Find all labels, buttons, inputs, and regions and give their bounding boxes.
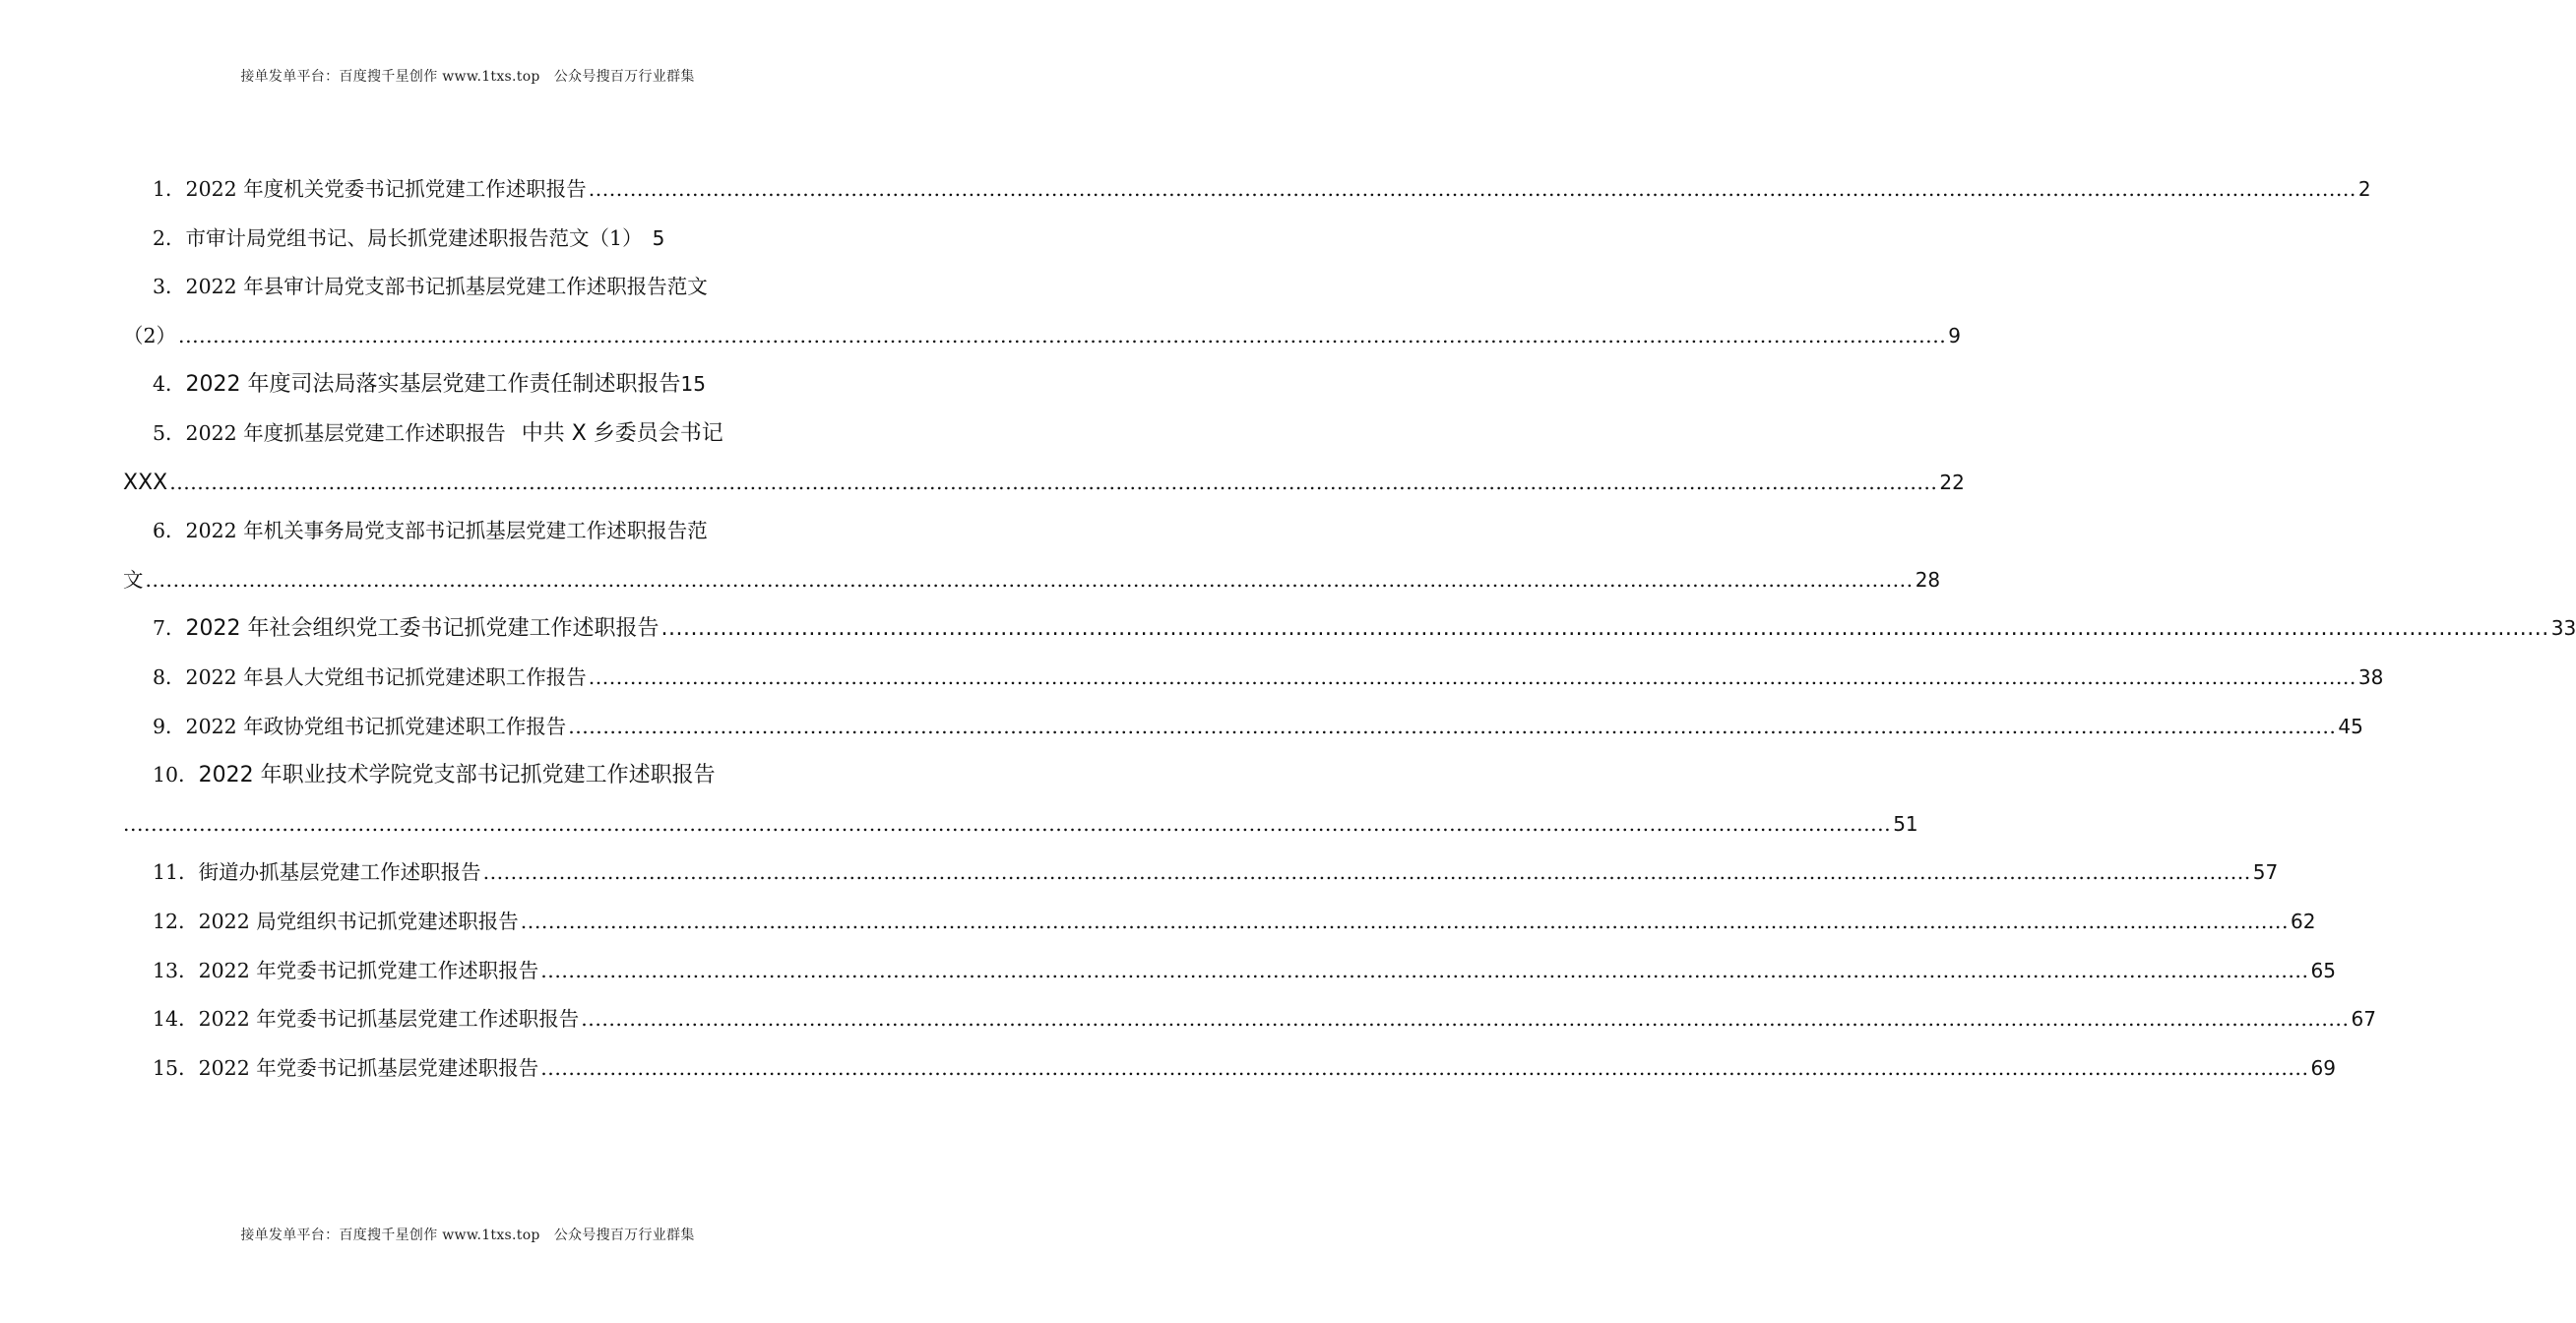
page-header (0, 66, 935, 86)
toc-entry[interactable] (123, 360, 824, 410)
toc-entry-number: 13． (153, 958, 199, 982)
toc-entry[interactable] (123, 215, 824, 264)
toc-entry[interactable] (123, 703, 2363, 752)
page-footer (0, 1225, 935, 1244)
toc-entry-page: 9 (1948, 323, 1961, 347)
toc-entry-title-extra: 中共 X 乡委员会书记 (521, 420, 723, 446)
dot-leader (178, 312, 1946, 361)
table-of-contents (123, 165, 2576, 1093)
toc-entry-title: 2022 年党委书记抓党建工作述职报告 (198, 958, 539, 982)
toc-entry-number: 10． (153, 763, 199, 788)
dot-leader (521, 898, 2289, 947)
toc-entry-title: 2022 年党委书记抓基层党建述职报告 (198, 1055, 539, 1080)
toc-entry-number: 14． (153, 1007, 199, 1032)
toc-entry-page: 38 (2357, 664, 2384, 689)
toc-entry-title: 市审计局党组书记、局长抓党建述职报告范文（1） (185, 225, 643, 250)
toc-entry-number: 8． (153, 664, 186, 689)
toc-entry-page: 22 (1939, 470, 1965, 494)
toc-entry-title: 2022 年县人大党组书记抓党建述职工作报告 (185, 664, 587, 689)
toc-entry-page: 51 (1893, 811, 1918, 836)
dot-leader (581, 995, 2349, 1044)
toc-entry-page: 45 (2338, 714, 2363, 738)
toc-entry-number: 11． (153, 860, 199, 885)
header-platform-text: 接单发单平台：百度搜千星创作 www.1txs.top (240, 69, 540, 85)
footer-wechat-text: 公众号搜百万行业群集 (553, 1228, 695, 1243)
toc-entry[interactable] (123, 849, 2279, 898)
toc-entry[interactable] (123, 898, 2316, 947)
toc-entry-page: 15 (680, 372, 706, 397)
toc-entry-number: 2． (153, 225, 186, 250)
toc-entry-number: 15． (153, 1055, 199, 1080)
toc-entry[interactable] (123, 1044, 2336, 1094)
toc-entry-title: 2022 年度机关党委书记抓党建工作述职报告 (185, 177, 587, 201)
dot-leader (661, 604, 2549, 654)
toc-entry[interactable] (123, 604, 2576, 654)
toc-entry-page: 65 (2310, 958, 2336, 982)
toc-entry-title: 2022 局党组织书记抓党建述职报告 (198, 909, 519, 933)
toc-entry-number: 4． (153, 372, 186, 397)
header-wechat-text: 公众号搜百万行业群集 (553, 69, 695, 85)
toc-entry[interactable] (123, 165, 2371, 215)
dot-leader (540, 1044, 2308, 1094)
toc-entry[interactable] (123, 654, 2384, 703)
toc-entry-page: 69 (2310, 1055, 2336, 1080)
toc-entry-page: 62 (2290, 909, 2316, 933)
dot-leader (568, 703, 2336, 752)
toc-entry[interactable] (123, 947, 2336, 996)
toc-entry-title-continued: XXX (123, 470, 168, 495)
toc-entry-number: 9． (153, 714, 186, 738)
toc-entry-page: 2 (2357, 177, 2371, 201)
dot-leader (589, 654, 2356, 703)
toc-entry-title-continued: 文 (123, 567, 144, 592)
toc-entry[interactable] (123, 995, 2376, 1044)
toc-entry-title: 2022 年度抓基层党建工作述职报告 (185, 420, 506, 445)
toc-entry-number: 6． (153, 519, 186, 543)
toc-entry-number: 7． (153, 616, 186, 641)
toc-entry-title: 2022 年机关事务局党支部书记抓基层党建工作述职报告范 (185, 519, 708, 543)
toc-entry-title: 2022 年度司法局落实基层党建工作责任制述职报告 (185, 372, 681, 398)
toc-entry-number: 5． (153, 420, 186, 445)
toc-entry-title: 2022 年政协党组书记抓党建述职工作报告 (185, 714, 567, 738)
dot-leader (123, 800, 1891, 850)
toc-entry-page: 5 (652, 225, 665, 250)
toc-entry-number: 12． (153, 909, 199, 933)
toc-entry-title: 2022 年社会组织党工委书记抓党建工作述职报告 (185, 616, 660, 642)
toc-entry[interactable] (123, 507, 1941, 604)
dot-leader (169, 459, 1937, 508)
toc-entry[interactable] (123, 263, 1961, 360)
dot-leader (540, 947, 2308, 996)
toc-entry-title: 街道办抓基层党建工作述职报告 (198, 860, 481, 885)
dot-leader (146, 556, 1914, 605)
toc-entry-page: 33 (2550, 616, 2576, 641)
toc-entry-page: 67 (2351, 1007, 2376, 1032)
toc-entry-title: 2022 年党委书记抓基层党建工作述职报告 (198, 1007, 580, 1032)
toc-entry-number: 1． (153, 177, 186, 201)
toc-entry-number: 3． (153, 275, 186, 299)
toc-entry-title: 2022 年职业技术学院党支部书记抓党建工作述职报告 (198, 763, 716, 788)
dot-leader (589, 165, 2356, 215)
toc-entry-page: 28 (1915, 567, 1941, 592)
toc-entry-title: 2022 年县审计局党支部书记抓基层党建工作述职报告范文 (185, 275, 708, 299)
toc-entry-page: 57 (2252, 860, 2279, 885)
dot-leader (483, 849, 2251, 898)
toc-entry[interactable] (123, 751, 1918, 849)
toc-entry-title-continued: （2） (123, 323, 177, 347)
footer-platform-text: 接单发单平台：百度搜千星创作 www.1txs.top (240, 1228, 540, 1243)
toc-entry[interactable] (123, 410, 1965, 507)
